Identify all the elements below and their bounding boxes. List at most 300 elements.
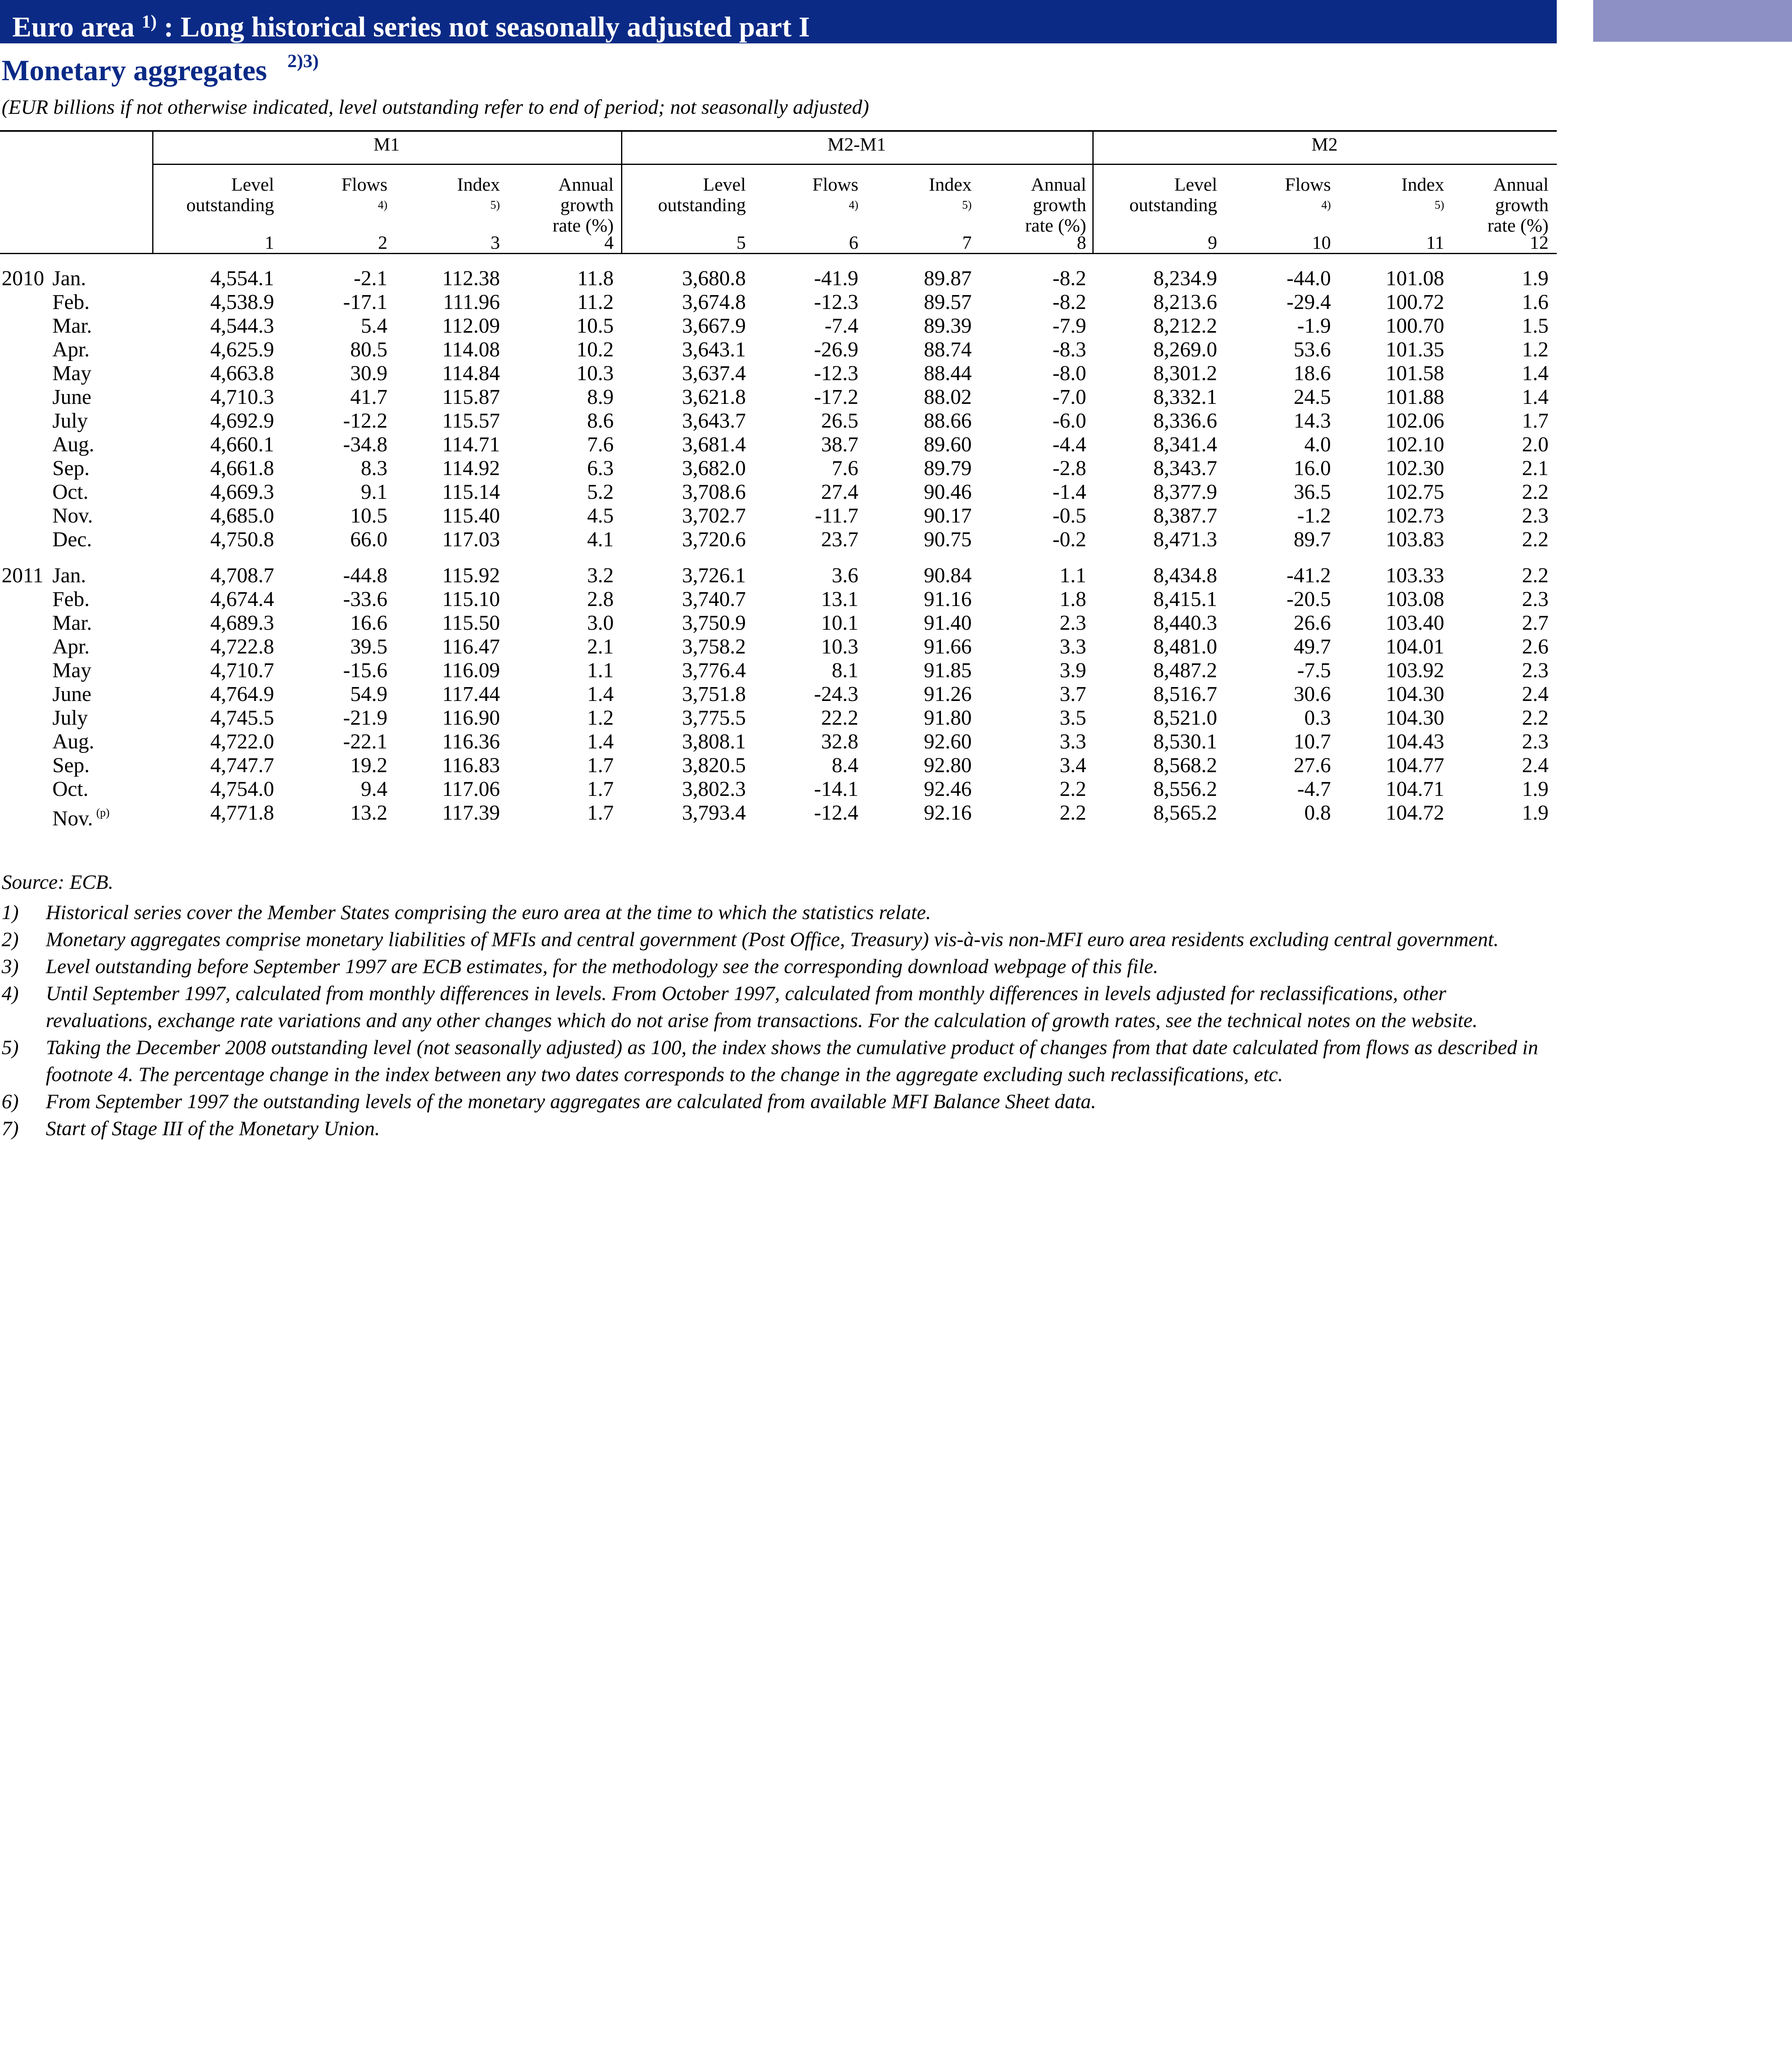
table-cell: 4,544.3 — [210, 314, 274, 338]
table-cell: -12.3 — [814, 362, 858, 385]
table-cell: 88.02 — [924, 385, 972, 409]
table-cell: -41.9 — [814, 267, 858, 290]
table-cell: 6.3 — [587, 457, 614, 480]
table-cell: 8,336.6 — [1153, 409, 1217, 433]
table-cell: -22.1 — [343, 730, 387, 753]
footnote-number: 1) — [2, 901, 19, 924]
table-cell: 103.92 — [1386, 659, 1444, 682]
table-rule — [0, 130, 1557, 132]
table-cell: 1.7 — [1522, 409, 1549, 433]
table-cell: 8,212.2 — [1153, 314, 1217, 338]
table-cell: -26.9 — [814, 338, 858, 361]
table-cell: 1.1 — [1060, 564, 1086, 587]
table-cell: 117.44 — [442, 683, 500, 706]
table-cell: 14.3 — [1294, 409, 1331, 433]
table-row — [0, 362, 1557, 385]
footnote-number: 4) — [2, 982, 19, 1005]
table-cell: 101.08 — [1386, 267, 1444, 290]
table-cell: 117.39 — [442, 801, 500, 825]
column-number: 3 — [491, 232, 500, 253]
row-month-label: Jan. — [52, 564, 86, 587]
row-month — [52, 754, 146, 777]
table-cell: 89.39 — [924, 314, 972, 338]
table-cell: 19.2 — [350, 754, 387, 777]
footnote — [2, 1115, 1556, 1142]
table-row — [0, 338, 1557, 362]
column-header — [164, 174, 274, 215]
table-cell: 2.0 — [1522, 433, 1549, 456]
row-month — [52, 504, 146, 528]
column-header-label: Level outstanding — [658, 174, 746, 215]
table-cell: -12.3 — [814, 291, 858, 314]
table-cell: -11.7 — [815, 504, 858, 527]
table-cell: -14.1 — [814, 777, 858, 801]
table-cell: -24.3 — [814, 683, 858, 706]
row-month — [52, 291, 146, 314]
table-cell: -12.2 — [343, 409, 387, 433]
column-header-label: Flows — [341, 174, 387, 195]
table-row — [0, 611, 1557, 635]
table-cell: 3.4 — [1060, 754, 1086, 777]
table-cell: -6.0 — [1052, 409, 1086, 433]
table-cell: 89.87 — [924, 267, 972, 290]
table-cell: 8,487.2 — [1153, 659, 1217, 682]
table-cell: 4,554.1 — [210, 267, 274, 290]
table-cell: 91.26 — [924, 683, 972, 706]
table-cell: 8,556.2 — [1153, 777, 1217, 801]
table-cell: 8,516.7 — [1153, 683, 1217, 706]
column-header-label: Annual growth rate (%) — [552, 174, 614, 236]
table-cell: 41.7 — [350, 385, 387, 409]
table-cell: 114.84 — [442, 362, 500, 385]
table-cell: 38.7 — [821, 433, 858, 456]
row-month-label: Oct. — [52, 777, 89, 801]
footnotes — [2, 899, 1556, 1142]
column-number: 12 — [1530, 232, 1549, 253]
table-cell: 88.74 — [924, 338, 972, 361]
table-cell: 4,710.3 — [210, 385, 274, 409]
corner-tab — [1593, 0, 1792, 42]
footnote-text: Start of Stage III of the Monetary Union. — [46, 1117, 380, 1140]
table-cell: 101.58 — [1386, 362, 1444, 385]
column-header-label: Level outstanding — [1129, 174, 1217, 215]
table-cell: 4,750.8 — [210, 528, 274, 551]
table-row — [0, 564, 1557, 588]
table-cell: 1.4 — [1522, 362, 1549, 385]
column-header-note: 4) — [849, 199, 858, 212]
table-cell: 4.5 — [587, 504, 614, 527]
source-line: Source: ECB. — [2, 870, 114, 893]
table-cell: 101.88 — [1386, 385, 1444, 409]
table-cell: 116.90 — [442, 706, 500, 730]
table-cell: 1.9 — [1522, 267, 1549, 290]
table-cell: 3,637.4 — [682, 362, 746, 385]
table-cell: 2.8 — [587, 588, 614, 611]
table-cell: -8.2 — [1052, 291, 1086, 314]
row-month — [52, 635, 146, 659]
footnote — [2, 926, 1556, 953]
table-cell: 112.38 — [442, 267, 500, 290]
row-month — [52, 730, 146, 754]
table-cell: 116.83 — [442, 754, 500, 777]
table-cell: 16.0 — [1294, 457, 1331, 480]
row-month-label: Jan. — [52, 267, 86, 290]
column-header-note: 5) — [490, 199, 500, 212]
table-cell: 4,674.4 — [210, 588, 274, 611]
table-cell: 4,708.7 — [210, 564, 274, 587]
row-month — [52, 267, 146, 291]
table-row — [0, 706, 1557, 730]
table-cell: 5.4 — [361, 314, 387, 338]
table-cell: 114.71 — [442, 433, 500, 456]
table-cell: 8,387.7 — [1153, 504, 1217, 527]
table-row — [0, 635, 1557, 659]
table-cell: 4,625.9 — [210, 338, 274, 361]
table-cell: 4,661.8 — [210, 457, 274, 480]
table-cell: 8,269.0 — [1153, 338, 1217, 361]
table-cell: 0.3 — [1304, 706, 1331, 730]
table-cell: 4,747.7 — [210, 754, 274, 777]
column-header-label: Flows — [1285, 174, 1331, 195]
table-cell: 115.40 — [442, 504, 500, 527]
table-row — [0, 528, 1557, 552]
table-cell: 114.08 — [442, 338, 500, 361]
column-number: 7 — [962, 232, 972, 253]
table-cell: 11.2 — [577, 291, 614, 314]
table-cell: 3,667.9 — [682, 314, 746, 338]
table-cell: 104.72 — [1386, 801, 1444, 825]
table-cell: 8.3 — [361, 457, 387, 480]
table-cell: 53.6 — [1294, 338, 1331, 361]
table-cell: 1.4 — [587, 730, 614, 753]
table-cell: 30.6 — [1294, 683, 1331, 706]
table-cell: 116.09 — [442, 659, 500, 682]
row-month — [52, 706, 146, 730]
table-cell: 88.66 — [924, 409, 972, 433]
table-cell: 1.9 — [1522, 777, 1549, 801]
table-cell: 103.40 — [1386, 611, 1444, 635]
row-month-label: Mar. — [52, 314, 92, 338]
table-cell: 8,415.1 — [1153, 588, 1217, 611]
column-header-label: Index — [457, 174, 500, 195]
table-cell: 115.87 — [442, 385, 500, 409]
row-month — [52, 385, 146, 409]
column-header-note: 5) — [962, 199, 972, 212]
footnote-text: Monetary aggregates comprise monetary liabilities of MFIs and central government (Post Office, Treasury) vis-à-vis non-MFI euro area residents excluding central government. — [46, 928, 1499, 951]
table-cell: 27.6 — [1294, 754, 1331, 777]
table-cell: 10.1 — [821, 611, 858, 635]
table-cell: 3.0 — [587, 611, 614, 635]
row-month-label: May — [52, 659, 92, 682]
column-number: 1 — [265, 232, 274, 253]
data-table — [0, 130, 1557, 834]
table-cell: 103.33 — [1386, 564, 1444, 587]
table-cell: 3.7 — [1060, 683, 1086, 706]
table-cell: 4,754.0 — [210, 777, 274, 801]
table-cell: 4,689.3 — [210, 611, 274, 635]
table-cell: -2.8 — [1052, 457, 1086, 480]
footnote-text: Taking the December 2008 outstanding level (not seasonally adjusted) as 100, the index shows the cumulative product of changes from that date calculated from flows as described in footnote 4. The percentage change in the index between any two dates corresponds to the change in the aggregate excluding such reclassifications, etc. — [46, 1036, 1538, 1086]
table-cell: 115.92 — [442, 564, 500, 587]
table-cell: 3,750.9 — [682, 611, 746, 635]
table-cell: 92.46 — [924, 777, 972, 801]
table-cell: 3,674.8 — [682, 291, 746, 314]
table-cell: 2.4 — [1522, 683, 1549, 706]
table-cell: 117.03 — [442, 528, 500, 551]
table-cell: 8,440.3 — [1153, 611, 1217, 635]
row-month — [52, 801, 146, 831]
table-row — [0, 588, 1557, 611]
table-cell: 2.6 — [1522, 635, 1549, 658]
row-month-label: June — [52, 385, 92, 409]
table-cell: 0.8 — [1304, 801, 1331, 825]
column-header — [1220, 174, 1331, 218]
table-rule — [1094, 164, 1557, 165]
table-cell: 115.57 — [442, 409, 500, 433]
table-cell: 4,771.8 — [210, 801, 274, 825]
table-cell: 89.60 — [924, 433, 972, 456]
table-cell: 1.7 — [587, 801, 614, 825]
table-cell: 115.14 — [442, 480, 500, 504]
row-month-label: Mar. — [52, 611, 92, 635]
table-cell: 4,710.7 — [210, 659, 274, 682]
group-label: M2 — [1311, 134, 1338, 155]
row-year: 2010 — [2, 267, 44, 290]
table-cell: 4,745.5 — [210, 706, 274, 730]
table-cell: 22.2 — [821, 706, 858, 730]
table-cell: 4,663.8 — [210, 362, 274, 385]
footnote-number: 3) — [2, 955, 19, 978]
row-month-label: Aug. — [52, 730, 95, 753]
column-header — [1438, 174, 1549, 236]
table-cell: 4,538.9 — [210, 291, 274, 314]
table-cell: 3,775.5 — [682, 706, 746, 730]
table-cell: -2.1 — [353, 267, 387, 290]
column-header — [976, 174, 1086, 236]
column-number: 6 — [849, 232, 858, 253]
table-cell: -21.9 — [343, 706, 387, 730]
row-month — [52, 777, 146, 801]
table-row — [0, 385, 1557, 409]
table-cell: -20.5 — [1286, 588, 1331, 611]
table-row — [0, 754, 1557, 777]
row-month-label: Aug. — [52, 433, 95, 456]
table-cell: 101.35 — [1386, 338, 1444, 361]
table-cell: 3,708.6 — [682, 480, 746, 504]
footnote — [2, 1034, 1556, 1088]
table-cell: 8,481.0 — [1153, 635, 1217, 658]
table-row — [0, 409, 1557, 433]
table-cell: 1.8 — [1060, 588, 1086, 611]
column-header-note: 4) — [1321, 199, 1331, 212]
table-cell: 8,568.2 — [1153, 754, 1217, 777]
table-cell: 115.50 — [442, 611, 500, 635]
table-cell: 2.2 — [1522, 706, 1549, 730]
table-cell: 91.40 — [924, 611, 972, 635]
table-cell: 2.2 — [1522, 528, 1549, 551]
row-month-label: Feb. — [52, 291, 90, 314]
table-cell: 90.84 — [924, 564, 972, 587]
table-row — [0, 267, 1557, 291]
table-cell: 2.3 — [1522, 588, 1549, 611]
table-cell: 1.2 — [1522, 338, 1549, 361]
table-cell: 8,521.0 — [1153, 706, 1217, 730]
column-header-label: Level outstanding — [186, 174, 274, 215]
table-cell: 1.1 — [587, 659, 614, 682]
footnote-number: 2) — [2, 928, 19, 951]
table-cell: 3,802.3 — [682, 777, 746, 801]
column-header — [503, 174, 614, 236]
table-row — [0, 659, 1557, 683]
table-cell: 116.47 — [442, 635, 500, 658]
table-cell: -1.2 — [1297, 504, 1331, 527]
table-cell: 103.83 — [1386, 528, 1444, 551]
table-cell: 36.5 — [1294, 480, 1331, 504]
table-row — [0, 504, 1557, 528]
table-cell: -7.0 — [1052, 385, 1086, 409]
table-cell: 23.7 — [821, 528, 858, 551]
table-cell: 8,213.6 — [1153, 291, 1217, 314]
table-cell: -7.5 — [1297, 659, 1331, 682]
table-row — [0, 457, 1557, 480]
column-header-note: 4) — [378, 199, 387, 212]
table-cell: 2.2 — [1522, 564, 1549, 587]
row-month — [52, 314, 146, 338]
table-cell: 92.16 — [924, 801, 972, 825]
column-header-note: 5) — [1434, 199, 1444, 212]
table-cell: -8.3 — [1052, 338, 1086, 361]
table-cell: -17.2 — [814, 385, 858, 409]
column-header-label: Index — [929, 174, 972, 195]
table-cell: 3,726.1 — [682, 564, 746, 587]
table-cell: 102.10 — [1386, 433, 1444, 456]
table-cell: 3,720.6 — [682, 528, 746, 551]
column-number: 2 — [378, 232, 387, 253]
table-cell: 89.7 — [1294, 528, 1331, 551]
table-cell: 88.44 — [924, 362, 972, 385]
table-cell: 7.6 — [587, 433, 614, 456]
table-cell: 102.06 — [1386, 409, 1444, 433]
row-month — [52, 611, 146, 635]
table-cell: 104.77 — [1386, 754, 1444, 777]
table-cell: 91.80 — [924, 706, 972, 730]
table-cell: 3,681.4 — [682, 433, 746, 456]
table-cell: 80.5 — [350, 338, 387, 361]
column-number: 10 — [1312, 232, 1331, 253]
table-cell: 104.01 — [1386, 635, 1444, 658]
table-cell: 2.3 — [1522, 659, 1549, 682]
column-number: 9 — [1208, 232, 1217, 253]
table-cell: 1.9 — [1522, 801, 1549, 825]
table-cell: 104.30 — [1386, 683, 1444, 706]
table-cell: 3,643.7 — [682, 409, 746, 433]
table-cell: -7.9 — [1052, 314, 1086, 338]
table-cell: 1.7 — [587, 777, 614, 801]
table-row — [0, 480, 1557, 504]
table-cell: 1.4 — [587, 683, 614, 706]
table-cell: 9.1 — [361, 480, 387, 504]
table-cell: 18.6 — [1294, 362, 1331, 385]
table-cell: 2.7 — [1522, 611, 1549, 635]
table-row — [0, 314, 1557, 338]
table-cell: 66.0 — [350, 528, 387, 551]
table-row — [0, 801, 1557, 830]
table-cell: 3.5 — [1060, 706, 1086, 730]
table-cell: 2.2 — [1522, 480, 1549, 504]
row-month-label: Dec. — [52, 528, 92, 551]
table-cell: 8.1 — [832, 659, 858, 682]
row-month — [52, 528, 146, 552]
table-row — [0, 683, 1557, 706]
row-month — [52, 659, 146, 683]
group-label: M2-M1 — [827, 134, 886, 155]
table-cell: -1.9 — [1297, 314, 1331, 338]
header-prefix: Euro area — [12, 11, 135, 43]
table-cell: 91.66 — [924, 635, 972, 658]
table-cell: 10.3 — [576, 362, 614, 385]
table-cell: 91.16 — [924, 588, 972, 611]
table-cell: 92.60 — [924, 730, 972, 753]
row-month — [52, 409, 146, 433]
footnote-text: Level outstanding before September 1997 are ECB estimates, for the methodology see the corresponding download webpage of this file. — [46, 955, 1159, 978]
table-cell: -34.8 — [343, 433, 387, 456]
row-month — [52, 338, 146, 362]
table-cell: 3,793.4 — [682, 801, 746, 825]
table-row — [0, 433, 1557, 457]
table-cell: 3.2 — [587, 564, 614, 587]
table-cell: 27.4 — [821, 480, 858, 504]
column-number: 8 — [1077, 232, 1086, 253]
column-header — [635, 174, 746, 215]
table-cell: 104.30 — [1386, 706, 1444, 730]
table-cell: 8,343.7 — [1153, 457, 1217, 480]
column-header — [1107, 174, 1217, 215]
table-cell: 103.08 — [1386, 588, 1444, 611]
table-cell: 1.4 — [1522, 385, 1549, 409]
table-cell: -4.4 — [1052, 433, 1086, 456]
table-cell: 10.3 — [821, 635, 858, 658]
table-cell: 89.79 — [924, 457, 972, 480]
group-label: M1 — [374, 134, 400, 155]
table-cell: 26.6 — [1294, 611, 1331, 635]
table-cell: 8,332.1 — [1153, 385, 1217, 409]
section-title-text: Monetary aggregates — [2, 54, 267, 87]
units-note: (EUR billions if not otherwise indicated, level outstanding refer to end of period; not seasonally adjusted) — [2, 95, 869, 118]
table-cell: -15.6 — [343, 659, 387, 682]
table-cell: 3,680.8 — [682, 267, 746, 290]
table-cell: 2.3 — [1522, 730, 1549, 753]
table-cell: -1.4 — [1052, 480, 1086, 504]
row-month — [52, 564, 146, 588]
row-month-label: July — [52, 409, 88, 433]
column-header-label: Annual growth rate (%) — [1487, 174, 1549, 236]
row-month-label: Nov. — [52, 504, 93, 527]
table-cell: 100.72 — [1386, 291, 1444, 314]
footnote — [2, 953, 1556, 980]
table-cell: 4,764.9 — [210, 683, 274, 706]
table-cell: 2.3 — [1522, 504, 1549, 527]
table-cell: 3,808.1 — [682, 730, 746, 753]
table-cell: 5.2 — [587, 480, 614, 504]
row-month — [52, 683, 146, 706]
footnote-text: Until September 1997, calculated from monthly differences in levels. From October 1997, calculated from monthly differences in levels adjusted for reclassifications, other revaluations, exchange rate variations and any other changes which do not arise from transactions. For the calculation of growth rates, see the technical notes on the website. — [46, 982, 1478, 1032]
row-month-label: Oct. — [52, 480, 89, 504]
row-month-label: May — [52, 362, 92, 385]
column-number: 4 — [604, 232, 614, 253]
table-cell: 30.9 — [350, 362, 387, 385]
row-month-label: Sep. — [52, 457, 90, 480]
table-cell: 8,530.1 — [1153, 730, 1217, 753]
